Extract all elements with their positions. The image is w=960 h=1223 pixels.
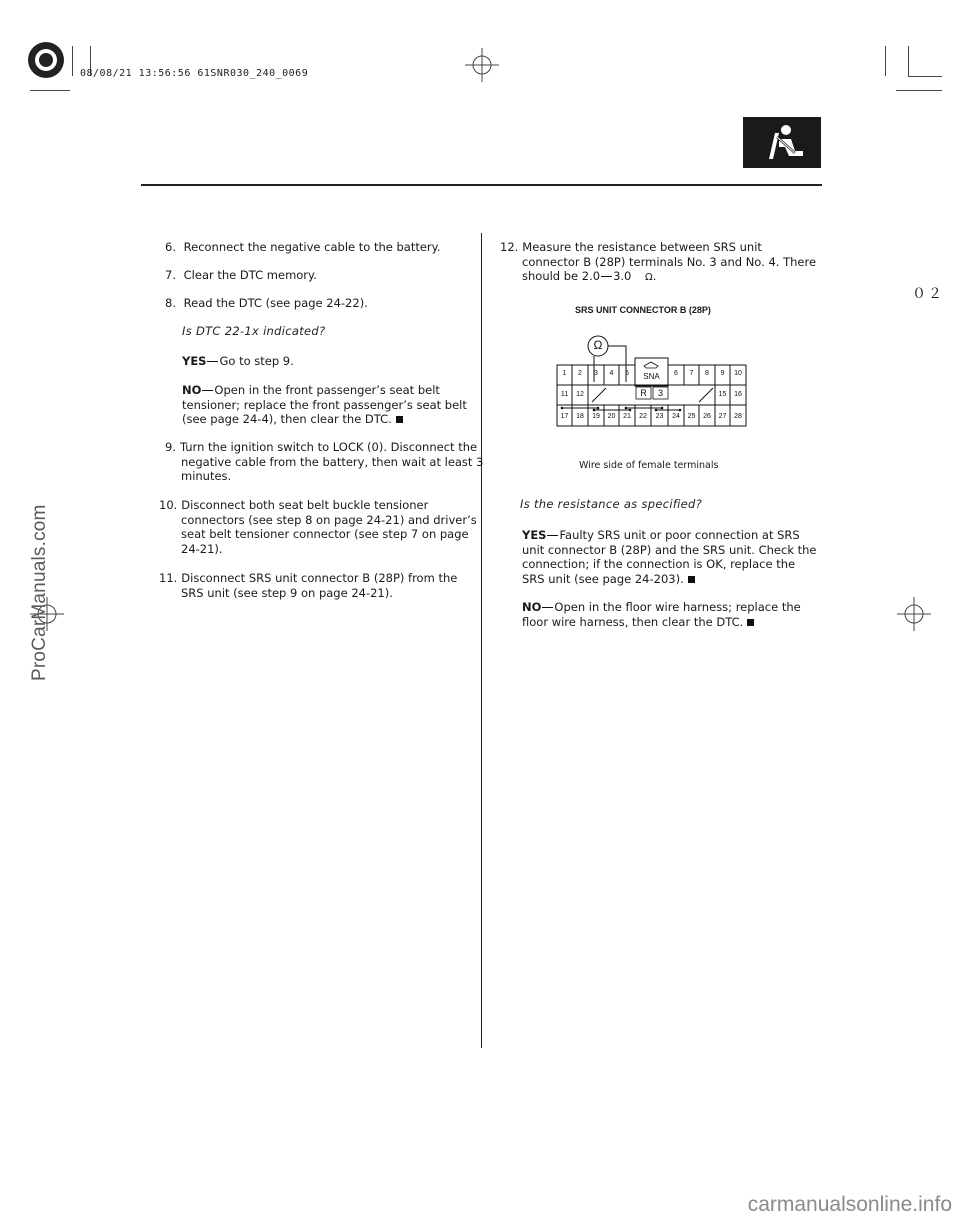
- resistance-min: should be 2.0: [522, 269, 601, 283]
- terminal-24: 24: [672, 413, 680, 420]
- step-text: Clear the DTC memory.: [183, 268, 317, 282]
- seat-belt-person-icon: [743, 117, 821, 168]
- step-line: Turn the ignition switch to LOCK (0). Disconnect the: [179, 440, 478, 454]
- terminal-12: 12: [576, 391, 584, 398]
- no-branch-2: [522, 600, 801, 629]
- column-divider: [481, 233, 482, 1048]
- step-6: [165, 240, 440, 255]
- step-line: 24-21).: [181, 541, 223, 556]
- step-text: Reconnect the negative cable to the battery.: [183, 240, 441, 254]
- step-line: connectors (see step 8 on page 24-21) and driver’s: [181, 512, 477, 527]
- terminal-6: 6: [674, 370, 678, 377]
- no-text-line: floor wire harness, then clear the DTC.: [522, 614, 744, 629]
- yes-text-line: Faulty SRS unit or poor connection at SRS: [559, 528, 800, 542]
- lock-text: SNA: [643, 372, 660, 381]
- terminal-26: 26: [703, 413, 711, 420]
- yes-text: Go to step 9.: [219, 354, 294, 368]
- bottom-watermark: carmanualsonline.info: [747, 1193, 952, 1216]
- no-label: NO: [182, 383, 202, 397]
- step-line: minutes.: [181, 469, 232, 483]
- step-line: Measure the resistance between SRS unit: [522, 240, 762, 254]
- side-watermark: ProCarManuals.com: [29, 504, 50, 681]
- em-dash: [601, 276, 612, 277]
- step-line: Disconnect SRS unit connector B (28P) from the: [181, 571, 458, 585]
- step-number: 9.: [165, 440, 176, 454]
- step-number: 11.: [159, 571, 178, 585]
- step-number: 10.: [159, 498, 178, 512]
- registration-crosshair-top: [465, 48, 499, 82]
- connector-diagram: [556, 330, 748, 430]
- crop-mark: [885, 46, 886, 76]
- diagram-caption: Wire side of female terminals: [579, 460, 719, 471]
- connector-diagram-title: SRS UNIT CONNECTOR B (28P): [575, 305, 711, 315]
- step-number: 12.: [500, 240, 519, 254]
- yes-text-line: connection; if the connection is OK, replace the: [522, 557, 796, 571]
- terminal-5: 5: [625, 370, 629, 377]
- period: .: [652, 269, 657, 283]
- side-code: ０２: [912, 286, 944, 302]
- terminal-21: 21: [623, 413, 631, 420]
- terminal-27: 27: [718, 413, 727, 420]
- ohm-symbol: Ω: [645, 272, 653, 283]
- yes-text-line: unit connector B (28P) and the SRS unit. Check the: [522, 542, 817, 557]
- srs-section-badge: [743, 117, 821, 168]
- resistance-max: 3.0: [613, 269, 632, 283]
- em-dash: [202, 390, 213, 391]
- terminal-3: 3: [594, 370, 598, 377]
- step-line: connector B (28P) terminals No. 3 and No. 4. There: [522, 254, 817, 269]
- crop-mark: [72, 46, 73, 76]
- header-rule: [141, 184, 822, 186]
- terminal-2: 2: [578, 370, 582, 377]
- yes-text-line: SRS unit (see page 24-203).: [522, 571, 684, 586]
- no-branch-1: [182, 383, 467, 427]
- terminal-7: 7: [689, 370, 694, 377]
- no-label: NO: [522, 600, 542, 614]
- terminal-23: 23: [655, 413, 664, 420]
- end-mark: [688, 576, 695, 583]
- step-text: Read the DTC (see page 24-22).: [183, 296, 368, 310]
- step-line: Disconnect both seat belt buckle tensioner: [181, 498, 429, 512]
- yes-label: YES: [522, 528, 547, 542]
- terminal-8: 8: [705, 370, 709, 377]
- step-number: 8.: [165, 296, 176, 310]
- em-dash: [547, 535, 558, 536]
- crop-mark: [908, 46, 909, 76]
- step-11: [159, 571, 457, 600]
- no-text-line: tensioner; replace the front passenger’s seat belt: [182, 397, 467, 412]
- question-dtc-indicated: Is DTC 22-1x indicated?: [182, 324, 326, 338]
- step-8: [165, 296, 368, 311]
- terminal-10: 10: [734, 370, 742, 377]
- step-line: seat belt tensioner connector (see step 7 on page: [181, 527, 469, 541]
- terminal-4: 4: [609, 370, 614, 377]
- terminal-17: 17: [560, 413, 569, 420]
- step-9: [165, 440, 483, 484]
- terminal-r-label: R: [640, 388, 647, 398]
- print-stamp: 08/08/21 13:56:56 61SNR030_240_0069: [80, 68, 309, 79]
- end-mark: [396, 416, 403, 423]
- terminal-3-label: 3: [657, 388, 663, 398]
- terminal-19: 19: [592, 413, 600, 420]
- terminal-20: 20: [607, 413, 616, 420]
- terminal-9: 9: [720, 370, 725, 377]
- step-12: [500, 240, 816, 286]
- step-7: [165, 268, 317, 283]
- step-number: 7.: [165, 268, 176, 282]
- terminal-25: 25: [687, 413, 696, 420]
- terminal-16: 16: [734, 391, 742, 398]
- no-text-line: Open in the floor wire harness; replace the: [554, 600, 801, 614]
- yes-branch-2: [522, 528, 817, 586]
- terminal-28: 28: [734, 413, 742, 420]
- em-dash: [207, 361, 218, 362]
- crop-mark: [908, 76, 942, 77]
- no-text-line: (see page 24-4), then clear the DTC.: [182, 412, 392, 426]
- terminal-15: 15: [718, 391, 727, 398]
- end-mark: [747, 619, 754, 626]
- terminal-18: 18: [576, 413, 584, 420]
- step-10: [159, 498, 477, 556]
- yes-label: YES: [182, 354, 207, 368]
- em-dash: [542, 607, 553, 608]
- step-number: 6.: [165, 240, 176, 254]
- crop-mark: [896, 90, 942, 91]
- terminal-22: 22: [639, 413, 647, 420]
- terminal-1: 1: [562, 370, 567, 377]
- registration-mark-top-left: [26, 40, 66, 80]
- question-resistance-specified: Is the resistance as specified?: [520, 497, 703, 511]
- step-line: SRS unit (see step 9 on page 24-21).: [181, 585, 393, 600]
- meter-symbol: Ω: [593, 338, 603, 352]
- no-text-line: Open in the front passenger’s seat belt: [214, 383, 440, 397]
- crop-mark: [30, 90, 70, 91]
- step-line: negative cable from the battery, then wait at least 3: [181, 454, 484, 469]
- terminal-11: 11: [560, 391, 569, 398]
- registration-crosshair-right: [897, 597, 931, 631]
- yes-branch-1: [182, 354, 294, 369]
